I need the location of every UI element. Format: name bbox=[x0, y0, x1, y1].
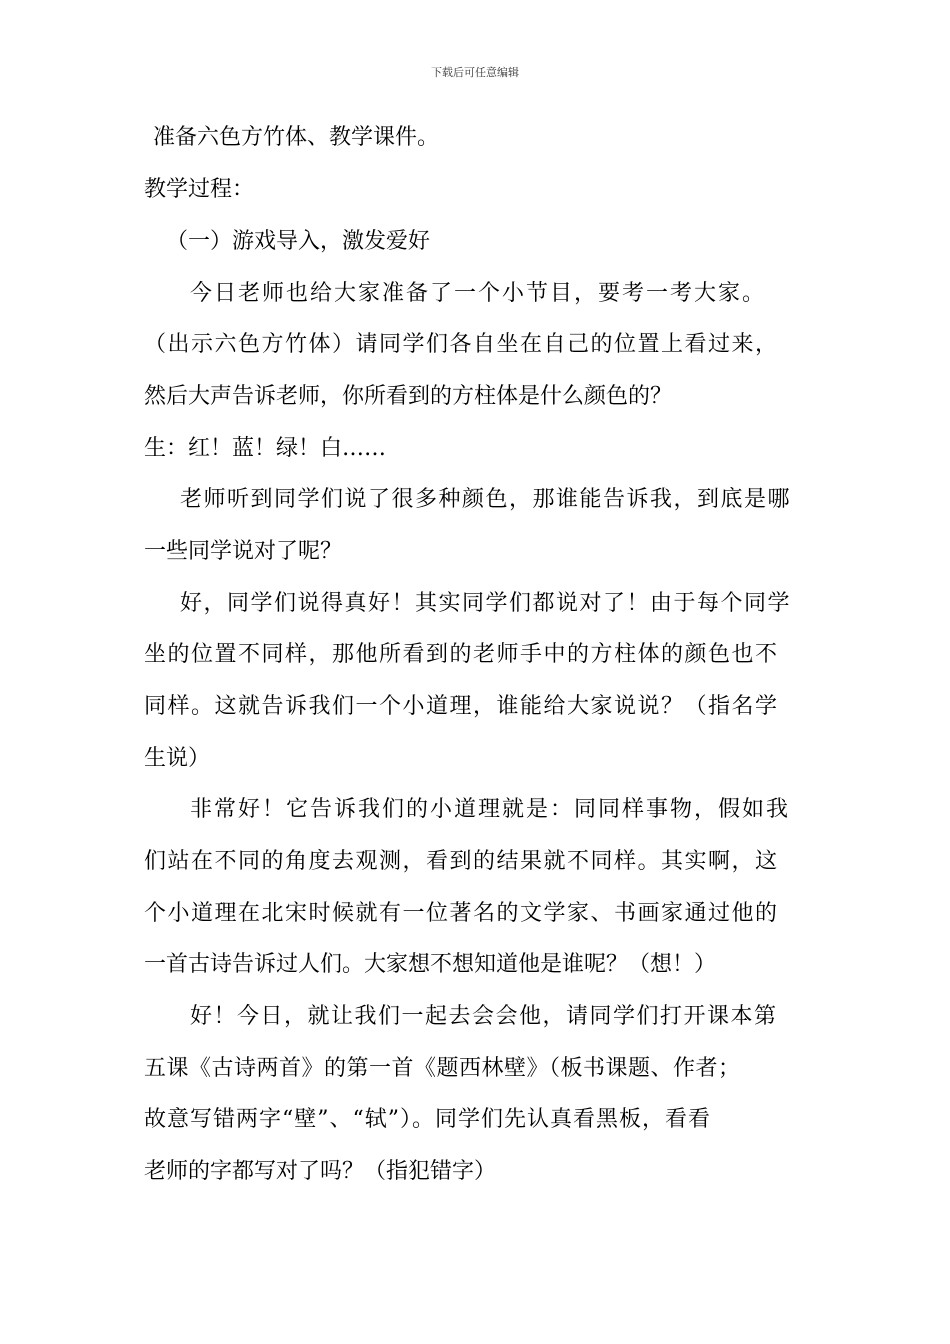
text-line: 们站在不同的角度去观测，看到的结果就不同样。其实啊，这 bbox=[144, 849, 779, 874]
text-line: 好，同学们说得真好！其实同学们都说对了！由于每个同学 bbox=[180, 591, 792, 616]
text-line: 同样。这就告诉我们一个小道理，谁能给大家说说？（指名学 bbox=[144, 694, 779, 719]
text-line: 坐的位置不同样，那他所看到的老师手中的方柱体的颜色也不 bbox=[144, 642, 779, 667]
text-line: 五课《古诗两首》的第一首《题西林壁》（板书课题、作者； bbox=[144, 1056, 741, 1081]
text-line: 好！今日，就让我们一起去会会他，请同学们打开课本第 bbox=[190, 1004, 778, 1029]
page-header: 下载后可任意编辑 bbox=[431, 66, 519, 79]
text-line: 教学过程： bbox=[144, 177, 255, 202]
text-line: 老师的字都写对了吗？（指犯错字） bbox=[144, 1159, 497, 1184]
text-line: 准备六色方竹体、教学课件。 bbox=[153, 125, 440, 150]
text-line: 然后大声告诉老师，你所看到的方柱体是什么颜色的？ bbox=[144, 384, 673, 409]
text-line: （一）游戏导入，激发爱好 bbox=[166, 229, 431, 254]
text-line: 非常好！它告诉我们的小道理就是：同同样事物，假如我 bbox=[190, 797, 791, 822]
text-line: 生：红！蓝！绿！白…… bbox=[144, 436, 387, 461]
text-line: 今日老师也给大家准备了一个小节目，要考一考大家。 bbox=[190, 281, 767, 306]
text-line: 生说） bbox=[144, 746, 211, 771]
text-line: 个小道理在北宋时候就有一位著名的文学家、书画家通过他的 bbox=[144, 901, 779, 926]
text-line: （出示六色方竹体）请同学们各自坐在自己的位置上看过来， bbox=[144, 332, 779, 357]
text-line: 老师听到同学们说了很多种颜色，那谁能告诉我，到底是哪 bbox=[180, 487, 792, 512]
text-line: 故意写错两字“壁”、“轼”）。同学们先认真看黑板，看看 bbox=[144, 1107, 711, 1132]
text-line: 一首古诗告诉过人们。大家想不想知道他是谁呢？（想！） bbox=[144, 952, 717, 977]
text-line: 一些同学说对了呢？ bbox=[144, 539, 343, 564]
